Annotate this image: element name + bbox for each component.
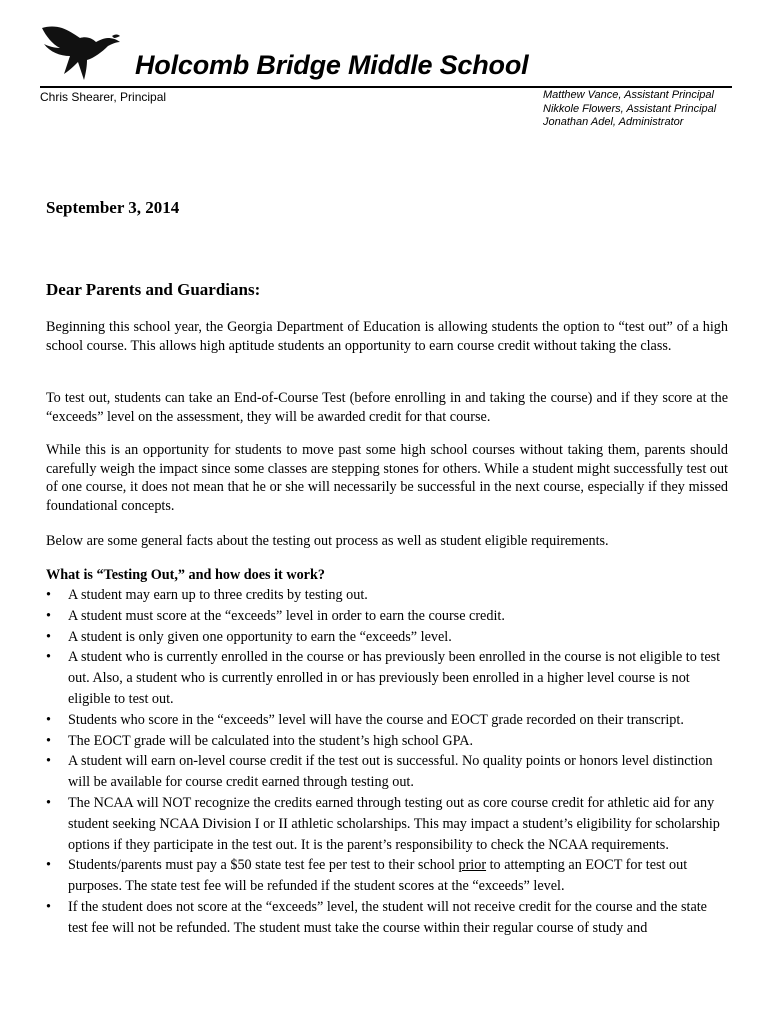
administrator-line: Matthew Vance, Assistant Principal <box>543 89 714 101</box>
paragraph: Below are some general facts about the testing out process as well as student eligible requirements. <box>46 533 609 549</box>
fact-text <box>68 857 687 894</box>
facts-list <box>46 585 730 939</box>
list-item <box>46 585 730 606</box>
prior-emphasis: prior <box>458 857 487 874</box>
bullet-icon: • <box>46 649 51 666</box>
fact-text: If the student does not score at the “exceeds” level, the student will not receive credit for the course and the state test fee will not be refunded. The student must take the course within their regular course of study and <box>68 898 707 936</box>
list-item <box>46 855 730 897</box>
bullet-icon: • <box>46 898 51 915</box>
list-item <box>46 647 730 709</box>
salutation: Dear Parents and Guardians: <box>46 280 261 299</box>
list-item <box>46 793 730 855</box>
bullet-icon: • <box>46 857 51 874</box>
bullet-icon: • <box>46 587 51 603</box>
administrator-line: Nikkole Flowers, Assistant Principal <box>543 102 717 115</box>
paragraph: While this is an opportunity for students to move past some high school courses without taking them, parents should carefully weigh the impact since some classes are stepping stones for others. While a student might successfully test out of one course, it does not mean that he or she will necessarily be successful in the next course, especially if they missed foundational concepts. <box>46 442 728 514</box>
fact-text: A student must score at the “exceeds” level in order to earn the course credit. <box>68 607 505 624</box>
paragraph: To test out, students can take an End-of-Course Test (before enrolling in and taking the course) and if they score at the “exceeds” level on the assessment, they will be awarded credit for that course. <box>46 390 728 425</box>
bullet-icon: • <box>46 628 51 645</box>
fact-text: A student is only given one opportunity to earn the “exceeds” level. <box>68 628 452 645</box>
list-item <box>46 751 730 793</box>
fact-text: The NCAA will NOT recognize the credits earned through testing out as core course credit for athletic aid for any student seeking NCAA Division I or II athletic scholarships. This may impact a student’s eligibility for scholarship options if they participate in the test out. It is the parent’s responsibility to check the NCAA requirements. <box>68 794 720 853</box>
fact-text: A student may earn up to three credits by testing out. <box>68 587 368 603</box>
letter-date: September 3, 2014 <box>46 198 180 217</box>
administrator-line: Jonathan Adel, Administrator <box>543 116 684 128</box>
list-item <box>46 710 730 731</box>
principal-name: Chris Shearer, Principal <box>40 90 167 104</box>
fee-text-before: Students/parents must pay a $50 state test fee per test to their school <box>68 857 459 874</box>
section-heading: What is “Testing Out,” and how does it work? <box>46 567 325 583</box>
administrator-list <box>543 89 716 130</box>
list-item <box>46 731 730 752</box>
list-item <box>46 627 730 648</box>
list-item <box>46 606 730 627</box>
school-name: Holcomb Bridge Middle School <box>135 50 529 80</box>
bullet-icon: • <box>46 753 51 770</box>
letterhead-divider <box>40 86 732 88</box>
fact-text: A student will earn on-level course credit if the test out is successful. No quality points or honors level distinction will be available for course credit earned through testing out. <box>68 753 713 791</box>
bullet-icon: • <box>46 732 51 749</box>
paragraph: Beginning this school year, the Georgia Department of Education is allowing students the option to “test out” of a high school course. This allows high aptitude students an opportunity to earn course credit without taking the class. <box>46 319 728 354</box>
bullet-icon: • <box>46 607 51 624</box>
fact-text: The EOCT grade will be calculated into the student’s high school GPA. <box>68 732 474 749</box>
fact-text: A student who is currently enrolled in the course or has previously been enrolled in the course is not eligible to test out. Also, a student who is currently enrolled in or has previously been enrolled in a higher level course is not eligible to test out. <box>68 649 721 707</box>
eagle-icon <box>40 22 122 82</box>
bullet-icon: • <box>46 711 51 728</box>
bullet-icon: • <box>46 794 51 811</box>
fact-text: Students who score in the “exceeds” level will have the course and EOCT grade recorded on their transcript. <box>68 711 684 728</box>
list-item <box>46 897 730 939</box>
fee-text-after: to attempting an EOCT for test out purposes. The state test fee will be refunded if the student scores at the “exceeds” level. <box>68 857 688 895</box>
